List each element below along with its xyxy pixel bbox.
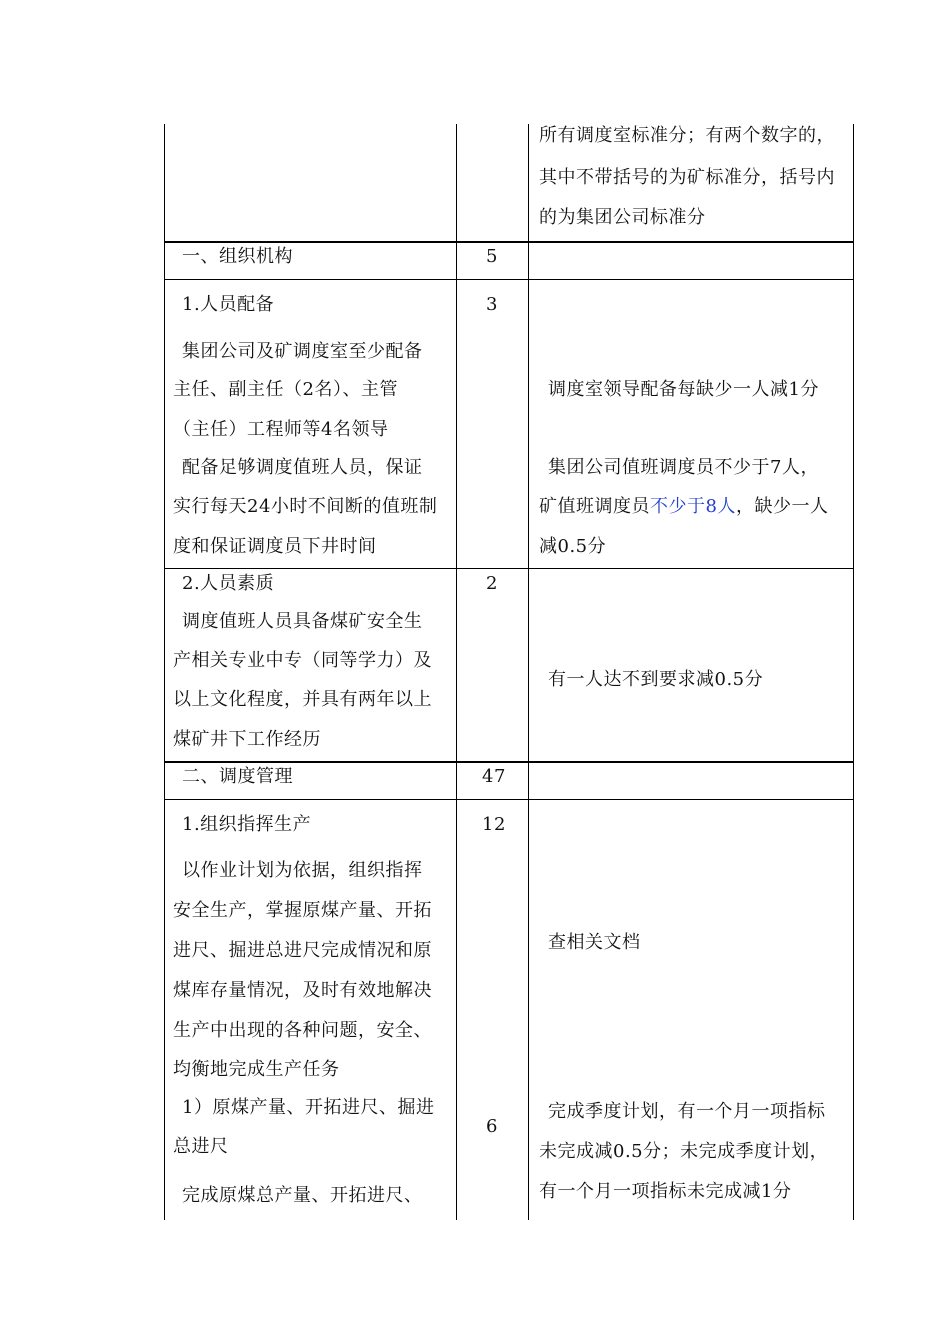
row-divider	[164, 241, 854, 243]
item-title: 1.组织指挥生产	[182, 814, 312, 835]
section-title: 一、组织机构	[182, 246, 293, 267]
table-left-border	[164, 124, 165, 1220]
criteria-text: 查相关文档	[548, 932, 641, 953]
item-content-line: 生产中出现的各种问题，安全、	[173, 1020, 432, 1041]
criteria-text: 调度室领导配备每缺少一人减1分	[548, 379, 819, 400]
criteria-highlight: 不少于8人	[650, 496, 736, 517]
item-content-line: 配备足够调度值班人员，保证	[182, 457, 423, 478]
header-note-line: 其中不带括号的为矿标准分，括号内	[539, 167, 835, 188]
item-content-line: 均衡地完成生产任务	[173, 1059, 340, 1080]
item-content-line: 煤库存量情况，及时有效地解决	[173, 980, 432, 1001]
criteria-text-part: 矿值班调度员	[539, 496, 650, 517]
subitem-title: 1）原煤产量、开拓进尺、掘进	[182, 1097, 435, 1118]
section-score: 5	[486, 246, 498, 267]
criteria-text	[539, 496, 828, 518]
table-right-border	[853, 124, 854, 1220]
item-title: 2.人员素质	[182, 573, 275, 594]
item-content-line: 度和保证调度员下井时间	[173, 536, 377, 557]
item-content-line: 调度值班人员具备煤矿安全生	[182, 611, 423, 632]
criteria-text: 完成季度计划，有一个月一项指标	[548, 1101, 826, 1122]
table-col-divider-1	[456, 124, 457, 1220]
item-content-line: 以上文化程度，并具有两年以上	[173, 689, 432, 710]
row-divider	[164, 761, 854, 763]
section-score: 47	[482, 766, 506, 787]
item-score: 2	[486, 573, 498, 594]
item-content-line: 以作业计划为依据，组织指挥	[182, 860, 423, 881]
criteria-text: 有一人达不到要求减0.5分	[548, 669, 764, 690]
item-content-line: 产相关专业中专（同等学力）及	[173, 650, 432, 671]
header-note-line: 所有调度室标准分；有两个数字的，	[539, 125, 835, 146]
item-content-line: 安全生产，掌握原煤产量、开拓	[173, 900, 432, 921]
item-content-line: 完成原煤总产量、开拓进尺、	[182, 1185, 423, 1206]
row-divider	[164, 799, 854, 800]
item-score: 3	[486, 294, 498, 315]
item-content-line: 煤矿井下工作经历	[173, 729, 321, 750]
criteria-text: 有一个月一项指标未完成减1分	[539, 1181, 792, 1202]
item-score: 12	[482, 814, 506, 835]
criteria-text: 集团公司值班调度员不少于7人，	[548, 457, 819, 478]
item-content-line: 实行每天24小时不间断的值班制	[173, 496, 438, 517]
subitem-score: 6	[486, 1116, 498, 1137]
item-content-line: 主任、副主任（2名）、主管	[173, 379, 398, 400]
subitem-title: 总进尺	[173, 1136, 229, 1157]
item-content-line: （主任）工程师等4名领导	[173, 419, 389, 440]
item-content-line: 进尺、掘进总进尺完成情况和原	[173, 940, 432, 961]
criteria-text: 未完成减0.5分；未完成季度计划，	[539, 1141, 829, 1162]
row-divider	[164, 279, 854, 280]
row-divider	[164, 568, 854, 569]
item-title: 1.人员配备	[182, 294, 275, 315]
criteria-text-part: ，缺少一人	[735, 496, 829, 517]
section-title: 二、调度管理	[182, 766, 293, 787]
header-note-line: 的为集团公司标准分	[539, 207, 706, 228]
table-col-divider-2	[528, 124, 529, 1220]
criteria-text: 减0.5分	[539, 536, 607, 557]
item-content-line: 集团公司及矿调度室至少配备	[182, 341, 423, 362]
